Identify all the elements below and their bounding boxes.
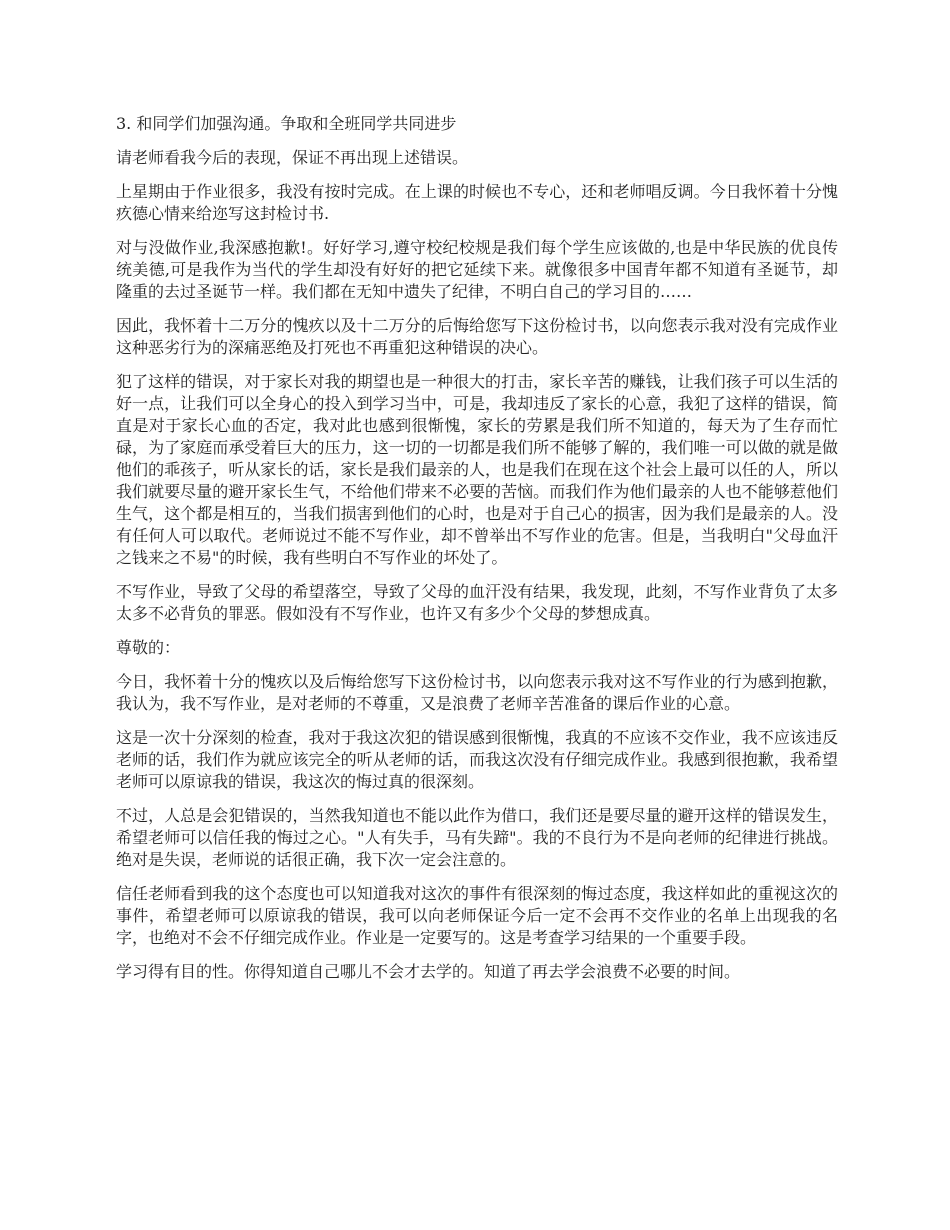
paragraph-10: 这是一次十分深刻的检查，我对于我这次犯的错误感到很惭愧，我真的不应该不交作业，我不应该违反老师的话，我们作为就应该完全的听从老师的话，而我这次没有仔细完成作业。我感到很抱歉，我希望老师可以原谅我的错误，我这次的悔过真的很深刻。 (116, 728, 838, 791)
salutation: 尊敬的： (116, 638, 181, 657)
paragraph-1: 3. 和同学们加强沟通。争取和全班同学共同进步 (116, 114, 457, 133)
paragraph-4: 对与没做作业,我深感抱歉!。好好学习,遵守校纪校规是我们每个学生应该做的,也是中华民族的优良传统美德,可是我作为当代的学生却没有好好的把它延续下来。就像很多中国青年都不知道有圣诞节，却隆重的去过圣诞节一样。我们都在无知中遗失了纪律，不明白自己的学习目的…… (116, 238, 838, 301)
paragraph-6: 犯了这样的错误，对于家长对我的期望也是一种很大的打击，家长辛苦的赚钱，让我们孩子可以生活的好一点，让我们可以全身心的投入到学习当中，可是，我却违反了家长的心意，我犯了这样的错误，简直是对于家长心血的否定，我对此也感到很惭愧，家长的劳累是我们所不知道的，每天为了生存而忙碌，为了家庭而承受着巨大的压力，这一切的一切都是我们所不能够了解的，我们唯一可以做的就是做他们的乖孩子，听从家长的话，家长是我们最亲的人，也是我们在现在这个社会上最可以任的人，所以我们就要尽量的避开家长生气，不给他们带来不必要的苦恼。而我们作为他们最亲的人也不能够惹他们生气，这个都是相互的，当我们损害到他们的心时，也是对于自己心的损害，因为我们是最亲的人。没有任何人可以取代。老师说过不能不写作业，却不曾举出不写作业的危害。但是，当我明白"父母血汗之钱来之不易"的时候，我有些明白不写作业的坏处了。 (116, 372, 838, 567)
paragraph-11: 不过，人总是会犯错误的，当然我知道也不能以此作为借口，我们还是要尽量的避开这样的错误发生，希望老师可以信任我的悔过之心。"人有失手，马有失蹄"。我的不良行为不是向老师的纪律进行挑战。绝对是失误，老师说的话很正确，我下次一定会注意的。 (116, 806, 838, 869)
paragraph-9: 今日，我怀着十分的愧疚以及后悔给您写下这份检讨书，以向您表示我对这不写作业的行为感到抱歉，我认为，我不写作业，是对老师的不尊重，又是浪费了老师辛苦准备的课后作业的心意。 (116, 672, 838, 713)
paragraph-5: 因此，我怀着十二万分的愧疚以及十二万分的后悔给您写下这份检讨书，以向您表示我对没有完成作业这种恶劣行为的深痛恶绝及打死也不再重犯这种错误的决心。 (116, 316, 838, 357)
paragraph-3: 上星期由于作业很多，我没有按时完成。在上课的时候也不专心，还和老师唱反调。今日我怀着十分愧疚德心情来给迩写这封检讨书. (116, 182, 838, 223)
paragraph-7: 不写作业，导致了父母的希望落空，导致了父母的血汗没有结果，我发现，此刻，不写作业背负了太多太多不必背负的罪恶。假如没有不写作业，也许又有多少个父母的梦想成真。 (116, 582, 838, 623)
paragraph-2: 请老师看我今后的表现，保证不再出现上述错误。 (116, 148, 469, 167)
document-page (116, 113, 838, 995)
paragraph-13: 学习得有目的性。你得知道自己哪儿不会才去学的。知道了再去学会浪费不必要的时间。 (116, 962, 741, 981)
paragraph-12: 信任老师看到我的这个态度也可以知道我对这次的事件有很深刻的悔过态度，我这样如此的重视这次的事件，希望老师可以原谅我的错误，我可以向老师保证今后一定不会再不交作业的名单上出现我的名字，也绝对不会不仔细完成作业。作业是一定要写的。这是考查学习结果的一个重要手段。 (116, 884, 838, 947)
